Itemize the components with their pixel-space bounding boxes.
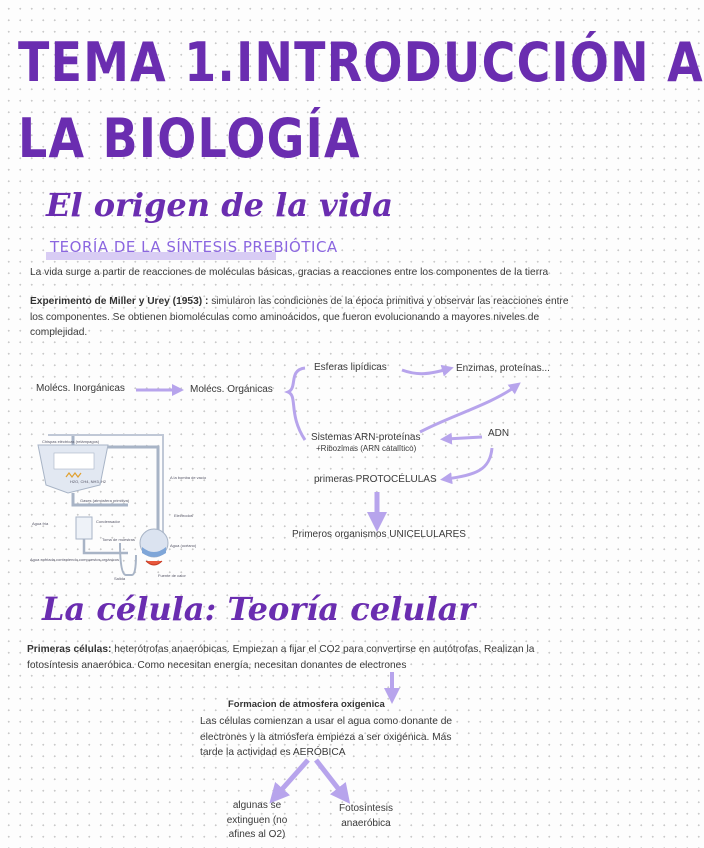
label-salida: Salida	[114, 576, 126, 581]
label-chispas: Chispas eléctricas (relámpagos)	[42, 439, 100, 444]
experiment-text: simularon las condiciones de la época primitiva y observar las reacciones entre los componentes. Se obtienen biomoléculas como aminoácidos, que fueron evolucionando a mayores niveles de complejidad.	[30, 296, 569, 338]
arrow-sistemas-up	[420, 386, 516, 432]
label-toma-muestras: Toma de muestras	[102, 537, 135, 542]
formacion-text: Las células comienzan a usar el agua como donante de electrones y la atmósfera empieza a ser oxigénica. Más tarde la actividad es AERÓBICA	[200, 716, 453, 758]
node-protocelulas: primeras PROTOCÉLULAS	[314, 474, 437, 485]
section-heading-origen: El origen de la vida	[46, 186, 393, 224]
section-heading-celula: La célula: Teoría celular	[42, 590, 476, 628]
arrow-adn-to-protocelulas	[446, 448, 492, 479]
curly-brace	[288, 368, 305, 440]
node-algunas-extinguen: algunas se extinguen (no afines al O2)	[226, 800, 288, 840]
label-gases-primitiva: Gases (atmósfera primitiva)	[80, 498, 130, 503]
label-agua-enfriada: Agua enfriada conteniendo compuestos orgánicos	[30, 557, 119, 562]
label-agua-oceano: Agua (océano)	[170, 543, 197, 548]
page-title-line-2: LA BIOLOGÍA	[18, 107, 361, 170]
label-gases-formula: H2O, CH4, NH3, H2	[70, 479, 107, 484]
label-condensador: Condensador	[96, 519, 121, 524]
node-unicelulares: Primeros organismos UNICELULARES	[292, 529, 466, 540]
miller-urey-apparatus-diagram	[28, 425, 208, 585]
subheading-sintesis-prebiotica: TEORÍA DE LA SÍNTESIS PREBIÓTICA	[50, 238, 338, 256]
arrow-adn-to-sistemas	[446, 437, 482, 439]
node-organicas: Molécs. Orgánicas	[190, 384, 273, 395]
intro-text: La vida surge a partir de reacciones de moléculas básicas, gracias a reacciones entre los componentes de la tierra	[30, 267, 549, 278]
node-sistemas: Sistemas ARN-proteínas	[311, 432, 421, 443]
primeras-celulas-text: heterótrofas anaeróbicas. Empiezan a fijar el CO2 para convertirse en autótrofas. Realizan la fotosíntesis anaeróbica. Como necesitan energía, necesitan donantes de electrones	[27, 644, 535, 671]
node-adn: ADN	[488, 428, 510, 439]
experiment-label: Experimento de Miller y Urey (1953) :	[30, 296, 209, 307]
primeras-celulas-paragraph	[27, 642, 577, 673]
label-electrodos: Electrodos	[174, 513, 193, 518]
node-fotosintesis-anaerobica: Fotosíntesis anaeróbica	[339, 803, 393, 829]
node-enzimas: Enzimas, proteínas...	[456, 363, 550, 374]
label-fuente-calor: Fuente de calor	[158, 573, 186, 578]
arrow-esferas-to-enzimas	[402, 369, 448, 374]
page-title-line-1: TEMA 1.INTRODUCCIÓN A	[18, 31, 704, 94]
formacion-title: Formacion de atmosfera oxigenica	[228, 699, 385, 710]
node-esferas: Esferas lipídicas	[314, 362, 387, 373]
primeras-celulas-label: Primeras células:	[27, 644, 112, 655]
node-inorganicas: Molécs. Inorgánicas	[36, 383, 125, 394]
node-ribozimas: +Ribozimas (ARN catalítico)	[316, 444, 417, 453]
label-agua-fria: Agua fría	[32, 521, 49, 526]
label-bomba: A la bomba de vacío	[170, 475, 207, 480]
arrow-to-algunas	[276, 760, 308, 796]
arrow-to-fotosintesis	[316, 760, 344, 796]
